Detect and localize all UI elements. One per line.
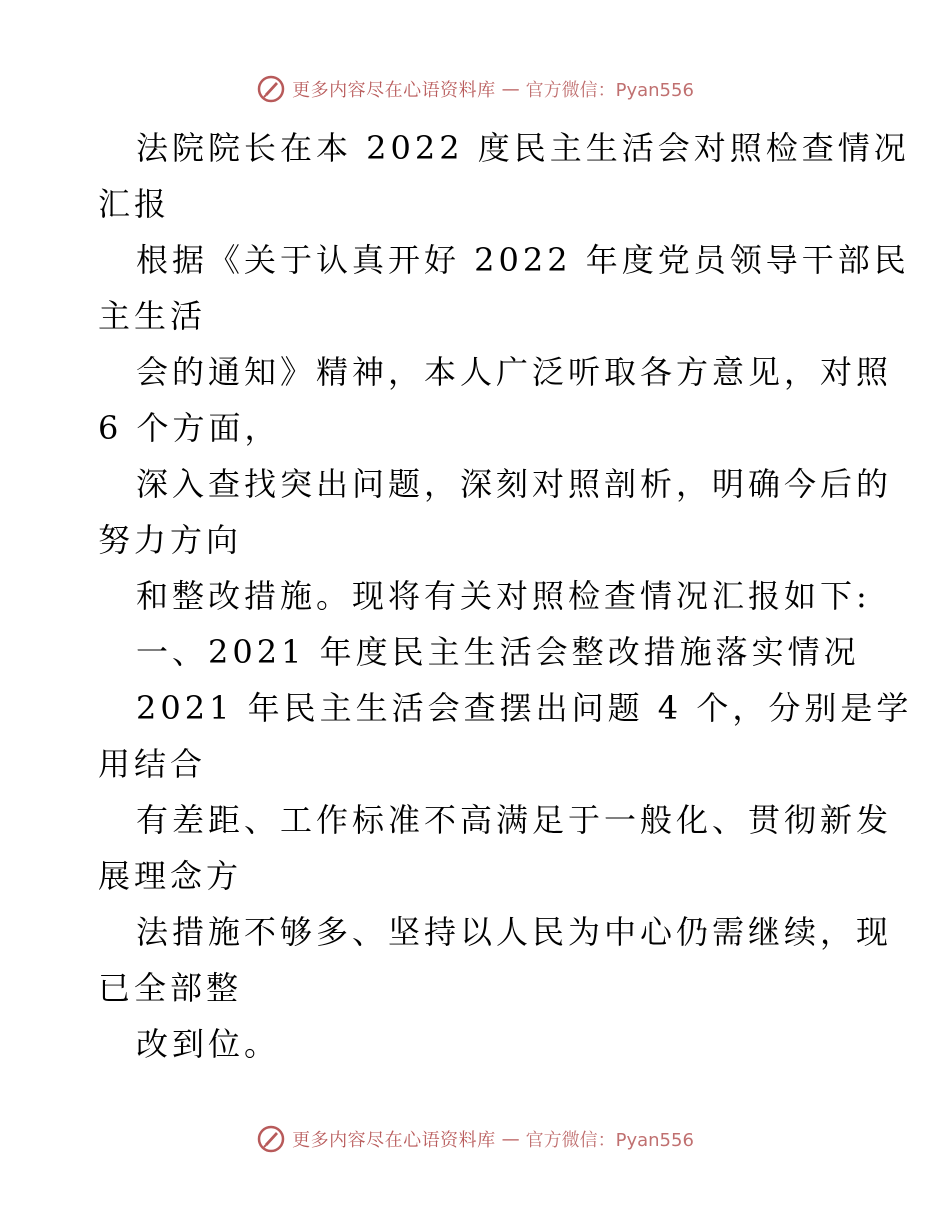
text-line: 用结合 — [98, 745, 207, 783]
watermark-brand: 更多内容尽在心语资料库 — [292, 1130, 496, 1151]
header-watermark — [0, 74, 950, 104]
footer-watermark — [0, 1124, 950, 1154]
text-line: 展理念方 — [98, 857, 243, 895]
text-line: 已全部整 — [98, 969, 243, 1007]
text-line: 主生活 — [98, 297, 207, 335]
brush-logo-icon — [256, 1124, 286, 1154]
watermark-contact: 官方微信：Pyan556 — [525, 80, 694, 101]
text-line: 法措施不够多、坚持以人民为中心仍需继续，现 — [136, 913, 893, 951]
text-line: 2021 年民主生活会查摆出问题 4 个，分别是学 — [136, 689, 913, 727]
section-heading: 一、2021 年度民主生活会整改措施落实情况 — [136, 633, 860, 671]
text-line: 6 个方面， — [98, 409, 281, 447]
watermark-dash: — — [501, 78, 520, 100]
text-line: 努力方向 — [98, 521, 243, 559]
text-line: 深入查找突出问题，深刻对照剖析，明确今后的 — [136, 465, 893, 503]
text-line: 有差距、工作标准不高满足于一般化、贯彻新发 — [136, 801, 893, 839]
text-line: 汇报 — [98, 185, 171, 223]
document-body — [98, 120, 913, 1072]
brush-logo-icon — [256, 74, 286, 104]
text-line: 根据《关于认真开好 2022 年度党员领导干部民 — [136, 241, 910, 279]
text-line: 法院院长在本 2022 度民主生活会对照检查情况 — [136, 129, 910, 167]
watermark-dash: — — [501, 1128, 520, 1150]
text-line: 会的通知》精神，本人广泛听取各方意见，对照 — [136, 353, 893, 391]
text-line: 和整改措施。现将有关对照检查情况汇报如下: — [136, 577, 871, 615]
text-line: 改到位。 — [136, 1025, 281, 1063]
watermark-brand: 更多内容尽在心语资料库 — [292, 80, 496, 101]
watermark-contact: 官方微信：Pyan556 — [525, 1130, 694, 1151]
